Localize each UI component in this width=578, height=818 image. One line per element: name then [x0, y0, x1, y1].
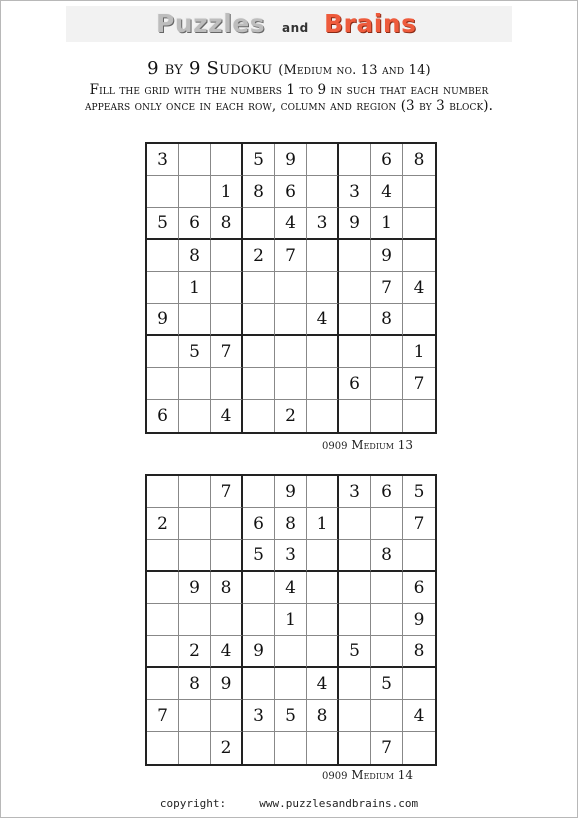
sudoku-cell: 1	[403, 336, 435, 368]
sudoku-cell	[307, 400, 339, 432]
sudoku-cell: 6	[179, 208, 211, 240]
sudoku-cell	[179, 732, 211, 764]
sudoku-cell: 7	[275, 240, 307, 272]
sudoku-cell: 9	[371, 240, 403, 272]
sudoku-cell: 7	[211, 336, 243, 368]
sudoku-cell: 5	[371, 668, 403, 700]
sudoku-cell	[339, 336, 371, 368]
sudoku-cell	[243, 476, 275, 508]
sudoku-cell	[147, 540, 179, 572]
sudoku-cell: 9	[243, 636, 275, 668]
sudoku-grid-medium-13	[145, 142, 437, 434]
sudoku-cell: 9	[179, 572, 211, 604]
sudoku-cell	[147, 572, 179, 604]
sudoku-cell	[339, 700, 371, 732]
sudoku-cell	[243, 336, 275, 368]
sudoku-cell	[403, 732, 435, 764]
sudoku-cell	[403, 668, 435, 700]
sudoku-cell	[243, 272, 275, 304]
sudoku-cell: 6	[339, 368, 371, 400]
sudoku-cell: 4	[403, 272, 435, 304]
sudoku-cell	[339, 272, 371, 304]
sudoku-cell: 4	[307, 304, 339, 336]
sudoku-cell: 3	[339, 176, 371, 208]
sudoku-cell: 8	[403, 144, 435, 176]
sudoku-cell	[211, 540, 243, 572]
sudoku-cell: 5	[275, 700, 307, 732]
sudoku-cell	[371, 508, 403, 540]
sudoku-cell	[307, 604, 339, 636]
sudoku-cell: 1	[211, 176, 243, 208]
sudoku-cell	[371, 336, 403, 368]
sudoku-cell	[403, 176, 435, 208]
sudoku-cell: 1	[371, 208, 403, 240]
website-link[interactable]: www.puzzlesandbrains.com	[259, 797, 419, 810]
sudoku-cell	[339, 400, 371, 432]
puzzle-label-2	[322, 768, 413, 782]
sudoku-cell	[307, 336, 339, 368]
sudoku-cell	[275, 336, 307, 368]
sudoku-cell	[275, 368, 307, 400]
sudoku-cell	[403, 240, 435, 272]
sudoku-cell: 4	[275, 572, 307, 604]
sudoku-cell	[243, 572, 275, 604]
sudoku-cell	[147, 732, 179, 764]
sudoku-cell	[147, 336, 179, 368]
sudoku-cell: 7	[147, 700, 179, 732]
sudoku-cell	[339, 668, 371, 700]
sudoku-cell	[371, 604, 403, 636]
sudoku-cell	[211, 368, 243, 400]
sudoku-cell: 8	[403, 636, 435, 668]
sudoku-cell	[211, 272, 243, 304]
sudoku-cell	[147, 272, 179, 304]
sudoku-cell	[147, 176, 179, 208]
sudoku-cell: 5	[403, 476, 435, 508]
sudoku-cell	[403, 540, 435, 572]
sudoku-cell: 8	[211, 208, 243, 240]
title-main: 9 by 9 Sudoku	[147, 58, 273, 79]
sudoku-cell	[211, 304, 243, 336]
sudoku-cell	[211, 240, 243, 272]
sudoku-cell	[179, 540, 211, 572]
sudoku-cell: 6	[403, 572, 435, 604]
sudoku-grid-medium-14	[145, 474, 437, 766]
sudoku-cell	[307, 636, 339, 668]
sudoku-cell: 6	[147, 400, 179, 432]
logo-brains-text: Brains	[324, 9, 417, 38]
sudoku-cell	[307, 368, 339, 400]
sudoku-cell: 5	[179, 336, 211, 368]
sudoku-cell	[307, 476, 339, 508]
sudoku-cell	[147, 476, 179, 508]
sudoku-cell	[147, 368, 179, 400]
sudoku-cell: 4	[371, 176, 403, 208]
puzzle-code: 0909	[322, 441, 348, 452]
sudoku-cell	[403, 208, 435, 240]
sudoku-cell: 3	[339, 476, 371, 508]
sudoku-cell: 3	[147, 144, 179, 176]
instructions-line-2: appears only once in each row, column and region (3 by 3 block).	[84, 98, 494, 114]
sudoku-cell: 9	[211, 668, 243, 700]
sudoku-cell	[339, 144, 371, 176]
sudoku-cell	[147, 668, 179, 700]
sudoku-cell: 2	[147, 508, 179, 540]
sudoku-cell: 8	[307, 700, 339, 732]
sudoku-cell	[243, 668, 275, 700]
sudoku-cell	[275, 272, 307, 304]
sudoku-cell: 9	[147, 304, 179, 336]
sudoku-cell: 7	[371, 732, 403, 764]
sudoku-cell	[307, 144, 339, 176]
sudoku-cell	[339, 572, 371, 604]
sudoku-cell	[339, 508, 371, 540]
sudoku-cell	[307, 732, 339, 764]
sudoku-cell	[147, 636, 179, 668]
sudoku-cell: 4	[275, 208, 307, 240]
sudoku-cell	[371, 400, 403, 432]
sudoku-cell: 1	[307, 508, 339, 540]
sudoku-cell: 2	[211, 732, 243, 764]
sudoku-cell: 6	[371, 476, 403, 508]
sudoku-cell	[179, 604, 211, 636]
sudoku-cell: 7	[403, 368, 435, 400]
sudoku-cell	[243, 304, 275, 336]
sudoku-cell: 3	[275, 540, 307, 572]
sudoku-cell: 9	[339, 208, 371, 240]
sudoku-cell: 8	[179, 668, 211, 700]
sudoku-cell: 1	[179, 272, 211, 304]
sudoku-cell	[339, 540, 371, 572]
page-title	[0, 58, 578, 79]
sudoku-cell: 8	[275, 508, 307, 540]
sudoku-cell: 9	[275, 144, 307, 176]
sudoku-cell: 8	[179, 240, 211, 272]
sudoku-cell	[275, 668, 307, 700]
puzzle-code: 0909	[322, 771, 348, 782]
sudoku-cell	[179, 400, 211, 432]
sudoku-cell	[339, 240, 371, 272]
sudoku-cell: 6	[243, 508, 275, 540]
sudoku-cell	[147, 240, 179, 272]
sudoku-cell: 4	[211, 400, 243, 432]
sudoku-cell	[179, 476, 211, 508]
sudoku-cell	[403, 304, 435, 336]
sudoku-cell	[211, 144, 243, 176]
sudoku-cell: 5	[243, 540, 275, 572]
sudoku-cell	[275, 304, 307, 336]
logo-and-text: and	[282, 21, 309, 35]
puzzle-name: Medium 14	[351, 768, 413, 782]
sudoku-cell	[243, 208, 275, 240]
sudoku-cell	[371, 368, 403, 400]
sudoku-cell: 2	[275, 400, 307, 432]
sudoku-cell	[243, 732, 275, 764]
sudoku-cell	[339, 304, 371, 336]
logo-banner	[66, 6, 512, 42]
sudoku-cell: 8	[371, 540, 403, 572]
sudoku-cell	[179, 304, 211, 336]
sudoku-cell	[371, 572, 403, 604]
sudoku-cell: 4	[403, 700, 435, 732]
sudoku-cell	[211, 700, 243, 732]
sudoku-cell	[179, 700, 211, 732]
sudoku-cell: 3	[307, 208, 339, 240]
sudoku-cell	[243, 400, 275, 432]
sudoku-cell: 8	[211, 572, 243, 604]
sudoku-cell	[307, 176, 339, 208]
sudoku-cell: 5	[147, 208, 179, 240]
title-sub: (Medium no. 13 and 14)	[278, 63, 431, 78]
sudoku-cell	[275, 636, 307, 668]
sudoku-cell	[147, 604, 179, 636]
sudoku-cell	[403, 400, 435, 432]
sudoku-cell	[179, 176, 211, 208]
sudoku-cell	[371, 636, 403, 668]
sudoku-cell: 9	[403, 604, 435, 636]
logo-puzzles-text: Puzzles	[156, 9, 266, 38]
sudoku-cell	[243, 368, 275, 400]
instructions-line-1: Fill the grid with the numbers 1 to 9 in such that each number	[89, 82, 489, 98]
sudoku-cell: 4	[211, 636, 243, 668]
sudoku-cell	[371, 700, 403, 732]
sudoku-cell	[275, 732, 307, 764]
puzzle-label-1	[322, 438, 413, 452]
sudoku-cell: 3	[243, 700, 275, 732]
footer	[0, 797, 578, 810]
sudoku-cell: 7	[211, 476, 243, 508]
sudoku-cell	[339, 732, 371, 764]
sudoku-cell: 6	[275, 176, 307, 208]
sudoku-cell: 8	[371, 304, 403, 336]
sudoku-cell	[179, 508, 211, 540]
sudoku-cell: 2	[243, 240, 275, 272]
sudoku-cell: 7	[371, 272, 403, 304]
sudoku-cell	[307, 572, 339, 604]
sudoku-cell	[307, 272, 339, 304]
copyright-text: copyright:	[159, 797, 227, 810]
sudoku-cell: 8	[243, 176, 275, 208]
sudoku-cell	[211, 604, 243, 636]
sudoku-cell	[307, 540, 339, 572]
sudoku-cell: 1	[275, 604, 307, 636]
sudoku-cell: 6	[371, 144, 403, 176]
sudoku-cell	[179, 144, 211, 176]
sudoku-cell: 5	[243, 144, 275, 176]
sudoku-cell: 7	[403, 508, 435, 540]
puzzle-name: Medium 13	[351, 438, 413, 452]
sudoku-cell	[243, 604, 275, 636]
sudoku-cell: 4	[307, 668, 339, 700]
sudoku-cell: 9	[275, 476, 307, 508]
sudoku-cell	[211, 508, 243, 540]
sudoku-cell: 2	[179, 636, 211, 668]
sudoku-cell	[307, 240, 339, 272]
sudoku-cell	[339, 604, 371, 636]
sudoku-cell	[179, 368, 211, 400]
sudoku-cell: 5	[339, 636, 371, 668]
